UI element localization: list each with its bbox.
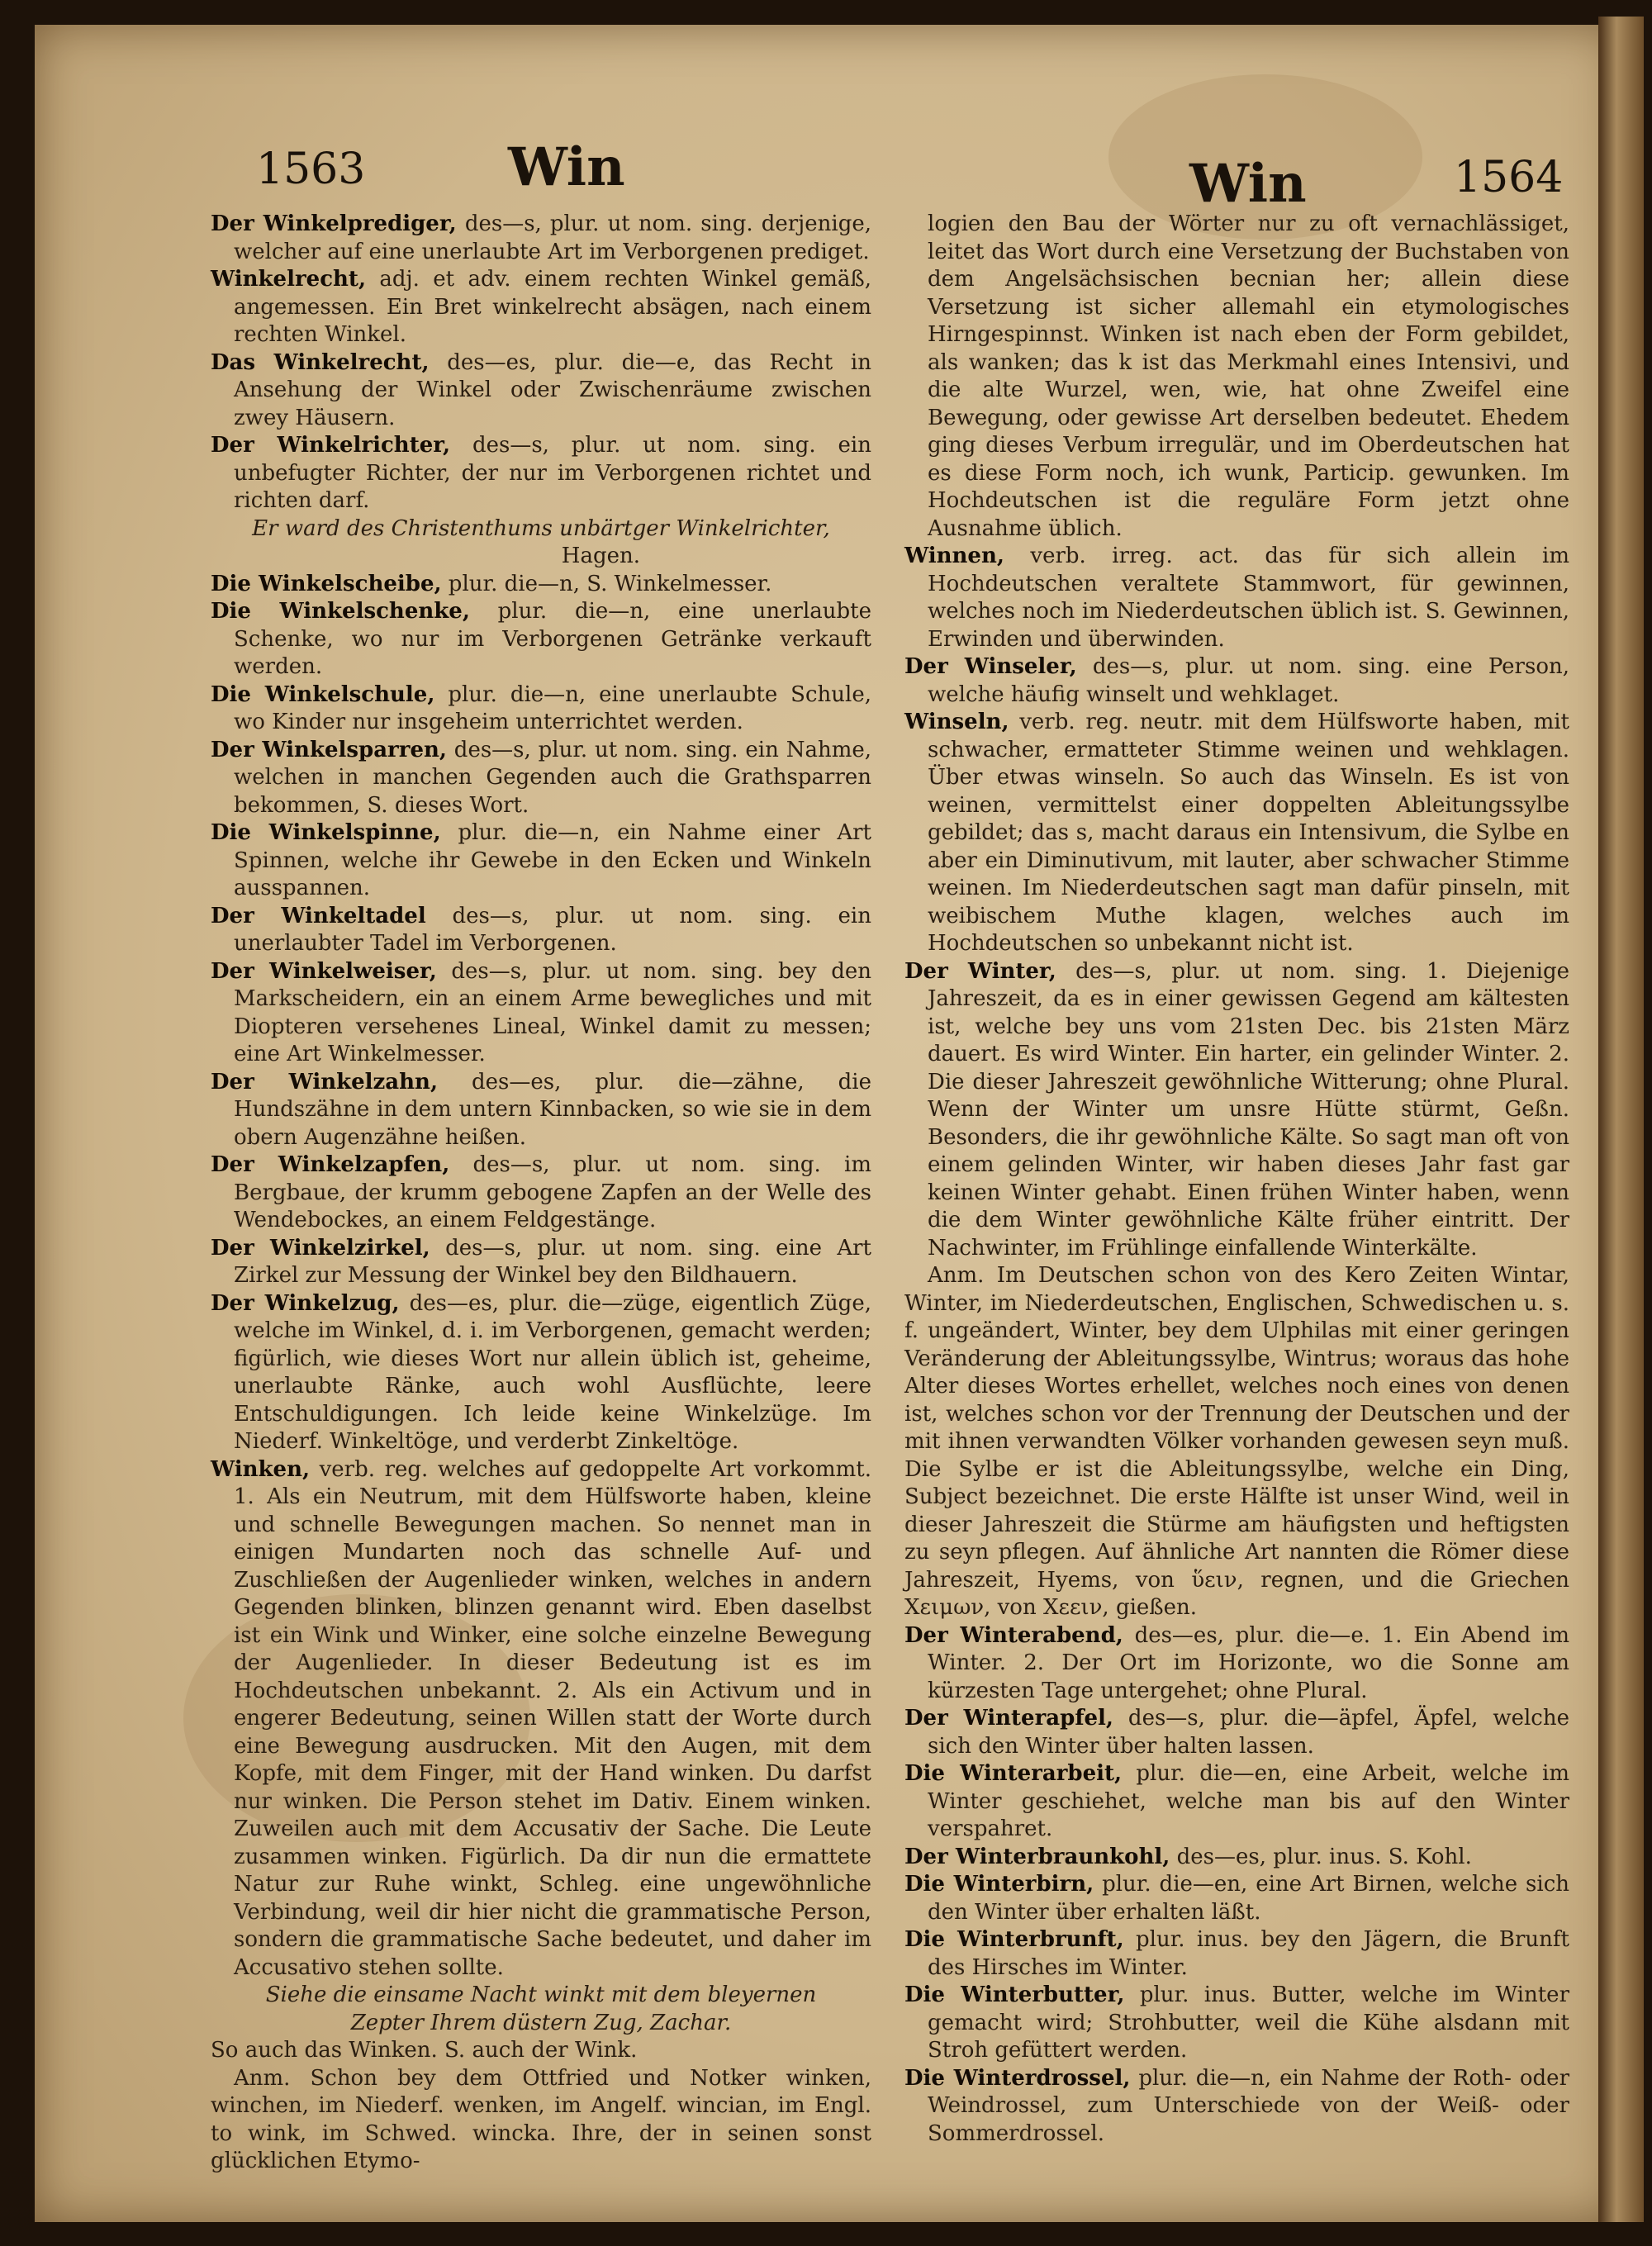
headword: Winkelrecht, bbox=[211, 267, 366, 292]
headword: Der Winkelzahn, bbox=[211, 1069, 439, 1095]
entry-definition: des—s, plur. ut nom. sing. 1. Diejenige Jahreszeit, da es in einer gewissen Gegend am kältesten ist, welche bey uns vom 21sten Dec. bis 21sten März dauert. Es wird Winter. Ein harter, ein gelinder Winter. 2. Die dieser Jahreszeit gewöhnliche Witterung; ohne Plural. Wenn der Winter um unsre Hütte stürmt, Geßn. Besonders, die ihr gewöhnliche Kälte. So sagt man oft von einem gelinden Winter, wir haben dieses Jahr fast gar keinen Winter gehabt. Einen frühen Winter haben, wenn die dem Winter gewöhnliche Kälte früher eintritt. Der Nachwinter, im Frühlinge einfallende Winterkälte. bbox=[928, 958, 1569, 1261]
headword: Die Winkelscheibe, bbox=[211, 571, 442, 596]
quotation: Er ward des Christenthums unbärtger Winkelrichter, bbox=[252, 515, 830, 541]
headword: Die Winkelschule, bbox=[211, 681, 435, 707]
entry-definition: plur. die—n, ein Nahme einer Art Spinnen, welche ihr Gewebe in den Ecken und Winkeln ausspannen. bbox=[234, 820, 871, 900]
dictionary-entry bbox=[211, 737, 871, 820]
page-number-left: 1563 bbox=[256, 145, 366, 194]
entry-definition: verb. reg. neutr. mit dem Hülfsworte haben, mit schwacher, ermatteter Stimme weinen und wehklagen. Über etwas winseln. So auch das Winseln. Es ist von weinen, vermittelst einer doppelten Ableitungssylbe gebildet; das s, macht daraus ein Intensivum, die Sylbe en aber ein Diminutivum, mit lauter, aber schwacher Stimme weinen. Im Niederdeutschen sagt man dafür pinseln, mit weibischem Muthe klagen, welches auch im Hochdeutschen so unbekannt nicht ist. bbox=[928, 710, 1569, 956]
right-column bbox=[904, 211, 1569, 2160]
dictionary-entry bbox=[904, 1982, 1569, 2065]
dictionary-entry bbox=[211, 1069, 871, 1152]
dictionary-entry bbox=[211, 211, 871, 266]
dictionary-entry bbox=[211, 349, 871, 433]
headword: Der Winkelzapfen, bbox=[211, 1152, 450, 1177]
entry-definition: des—es, plur. inus. S. Kohl. bbox=[1170, 1844, 1472, 1869]
headword: Winnen, bbox=[904, 544, 1004, 568]
headword: Die Winkelspinne, bbox=[211, 820, 441, 845]
dictionary-entry bbox=[211, 958, 871, 1069]
page-number-right: 1564 bbox=[1454, 153, 1564, 202]
dictionary-entry bbox=[904, 1871, 1569, 1926]
entry-definition: plur. die—en, eine Art Birnen, welche sich den Winter über erhalten läßt. bbox=[928, 1872, 1570, 1925]
continued-entry: logien den Bau der Wörter nur zu oft vernachlässiget, leitet das Wort durch eine Versetzung der Buchstaben von dem Angelsächsischen becnian her; allein diese Versetzung ist sicher allemahl ein etymologisches Hirngespinnst. Winken ist nach eben der Form gebildet, als wanken; das k ist das Merkmahl eines Intensivi, und die alte Wurzel, wen, wie, hat ohne Zweifel eine Bewegung, oder gewisse Art derselben bedeutet. Ehedem ging dieses Verbum irregulär, und im Oberdeutschen hat es diese Form noch, ich wunk, Particip. gewunken. Im Hochdeutschen ist die reguläre Form jetzt ohne Ausnahme üblich. bbox=[928, 211, 1569, 541]
entry-definition: So auch das Winken. S. auch der Wink. bbox=[211, 2038, 638, 2063]
entry-definition: des—es, plur. die—e. 1. Ein Abend im Winter. 2. Der Ort im Horizonte, wo die Sonne am kürzesten Tage untergehet; ohne Plural. bbox=[928, 1622, 1569, 1703]
entry-definition: des—s, plur. ut nom. sing. ein Nahme, welchen in manchen Gegenden auch die Grathsparren bekommen, S. dieses Wort. bbox=[234, 737, 871, 818]
dictionary-entry bbox=[904, 1760, 1569, 1844]
headword: Der Winkelweiser, bbox=[211, 958, 437, 984]
headword: Der Winterabend, bbox=[904, 1622, 1123, 1648]
headword: Die Winterdrossel, bbox=[904, 2065, 1131, 2091]
quotation: Siehe die einsame Nacht winkt mit dem bleyernen Zepter Ihrem düstern Zug, Zachar. bbox=[265, 1982, 817, 2035]
headword: Der Winkelzirkel, bbox=[211, 1235, 430, 1261]
entry-definition: des—s, plur. die—äpfel, Äpfel, welche sich den Winter über halten lassen. bbox=[928, 1706, 1569, 1759]
headword: Die Winterbirn, bbox=[904, 1872, 1094, 1897]
headword: Das Winkelrecht, bbox=[211, 349, 430, 375]
dictionary-entry bbox=[904, 2065, 1569, 2149]
entry-definition: plur. inus. Butter, welche im Winter gemacht wird; Strohbutter, weil die Kühe alsdann mit Stroh gefüttert werden. bbox=[928, 1982, 1569, 2063]
headword: Der Winterbraunkohl, bbox=[904, 1844, 1170, 1869]
dictionary-entry bbox=[211, 432, 871, 515]
entry-definition: des—s, plur. ut nom. sing. ein unerlaubter Tadel im Verborgenen. bbox=[234, 903, 871, 956]
dictionary-entry bbox=[211, 2037, 871, 2065]
headword: Der Winkelrichter, bbox=[211, 433, 451, 458]
dictionary-entry bbox=[211, 681, 871, 737]
facing-page-edge bbox=[1598, 17, 1644, 2222]
dictionary-entry bbox=[904, 653, 1569, 709]
dictionary-entry bbox=[904, 958, 1569, 1263]
dictionary-entry bbox=[904, 1622, 1569, 1706]
dictionary-entry bbox=[211, 571, 871, 599]
entry-definition: plur. inus. bey den Jägern, die Brunft des Hirsches im Winter. bbox=[928, 1927, 1569, 1980]
headword: Der Winkelzug, bbox=[211, 1290, 400, 1316]
headword: Die Winterbrunft, bbox=[904, 1927, 1124, 1952]
entry-definition: des—s, plur. ut nom. sing. derjenige, welcher auf eine unerlaubte Art im Verborgenen prediget. bbox=[234, 211, 871, 264]
dictionary-entry bbox=[211, 1151, 871, 1235]
running-head-left: Win bbox=[508, 136, 625, 198]
dictionary-entry bbox=[211, 1290, 871, 1456]
headword: Der Winter, bbox=[904, 958, 1056, 984]
dictionary-entry bbox=[211, 598, 871, 681]
headword: Winseln, bbox=[904, 710, 1009, 734]
running-head-right: Win bbox=[1189, 153, 1307, 215]
entry-definition: plur. die—n, ein Nahme der Roth- oder Weindrossel, zum Unterschiede von der Weiß- oder Sommerdrossel. bbox=[928, 2065, 1570, 2146]
dictionary-entry bbox=[904, 709, 1569, 958]
headword: Die Winterbutter, bbox=[904, 1982, 1125, 2007]
entry-definition: des—s, plur. ut nom. sing. eine Person, welche häufig winselt und wehklaget. bbox=[928, 654, 1569, 707]
headword: Der Winkeltadel bbox=[211, 903, 426, 928]
entry-definition: des—s, plur. ut nom. sing. eine Art Zirkel zur Messung der Winkel bey den Bildhauern. bbox=[234, 1235, 872, 1288]
entry-definition: des—s, plur. ut nom. sing. ein unbefugter Richter, der nur im Verborgenen richtet und richten darf. bbox=[234, 433, 871, 513]
entry-definition: des—s, plur. ut nom. sing. bey den Markscheidern, ein an einem Arme bewegliches und mit Diopteren versehenes Lineal, Winkel damit zu messen; eine Art Winkelmesser. bbox=[234, 958, 871, 1066]
entry-definition: des—es, plur. die—züge, eigentlich Züge, welche im Winkel, d. i. im Verborgenen, gemacht werden; figürlich, wie dieses Wort nur allein üblich ist, geheime, unerlaubte Ränke, auch wohl Ausflüchte, leere Entschuldigungen. Ich leide keine Winkelzüge. Im Niederf. Winkeltöge, und verderbt Zinkeltöge. bbox=[234, 1290, 871, 1454]
dictionary-entry bbox=[211, 819, 871, 903]
left-column bbox=[211, 211, 872, 2173]
dictionary-entry bbox=[211, 1456, 871, 1982]
entry-definition: plur. die—en, eine Arbeit, welche im Winter geschiehet, welche man bis auf den Winter verspahret. bbox=[928, 1761, 1569, 1841]
dictionary-entry bbox=[904, 543, 1569, 653]
headword: Winken, bbox=[211, 1456, 311, 1482]
entry-definition: plur. die—n, S. Winkelmesser. bbox=[441, 571, 772, 596]
annotation-paragraph: Anm. Schon bey dem Ottfried und Notker winken, winchen, im Niederf. wenken, im Angelf. wincian, im Engl. to wink, im Schwed. wincka. Ihre, der in seinen sonst glücklichen Etymo- bbox=[211, 2065, 871, 2173]
headword: Der Winkelsparren, bbox=[211, 737, 447, 762]
quotation-source: Hagen. bbox=[561, 544, 640, 568]
dictionary-entry bbox=[211, 1235, 871, 1290]
annotation-paragraph: Anm. Im Deutschen schon von des Kero Zeiten Wintar, Winter, im Niederdeutschen, Englischen, Schwedischen u. s. f. ungeändert, Winter, bey dem Ulphilas mit einer geringen Veränderung der Ableitungssylbe, Wintrus; woraus das hohe Alter dieses Wortes erhellet, welches noch eines von denen ist, welches schon vor der Trennung der Deutschen und der mit ihnen verwandten Völker vorhanden gewesen seyn muß. Die Sylbe er ist die Ableitungssylbe, welche ein Ding, Subject bezeichnet. Die erste Hälfte ist unser Wind, weil in dieser Jahreszeit die Stürme am häufigsten und heftigsten zu seyn pflegen. Auf ähnliche Art nannten die Römer diese Jahreszeit, Hyems, von ὕειν, regnen, und die Griechen Χειμων, von Χεειν, gießen. bbox=[904, 1263, 1569, 1620]
dictionary-entry bbox=[904, 1705, 1569, 1760]
headword: Der Winseler, bbox=[904, 654, 1077, 679]
entry-definition: des—s, plur. ut nom. sing. im Bergbaue, der krumm gebogene Zapfen an der Welle des Wendebockes, an einem Feldgestänge. bbox=[234, 1152, 871, 1232]
entry-definition: verb. reg. welches auf gedoppelte Art vorkommt. 1. Als ein Neutrum, mit dem Hülfsworte haben, kleine und schnelle Bewegungen machen. So nennet man in einigen Mundarten noch das schnelle Auf- und Zuschließen der Augenlieder winken, welches in andern Gegenden blinken, blinzen genannt wird. Eben daselbst ist ein Wink und Winker, eine solche einzelne Bewegung der Augenlieder. In dieser Bedeutung ist es im Hochdeutschen unbekannt. 2. Als ein Activum und in engerer Bedeutung, seinen Willen statt der Worte durch eine Bewegung ausdrucken. Mit den Augen, mit dem Kopfe, mit dem Finger, mit der Hand winken. Du darfst nur winken. Die Person stehet im Dativ. Einem winken. Zuweilen auch mit dem Accusativ der Sache. Die Leute zusammen winken. Figürlich. Da dir nun die ermattete Natur zur Ruhe winkt, Schleg. eine ungewöhnliche Verbindung, weil dir hier nicht die grammatische Person, sondern die grammatische Sache bedeutet, und daher im Accusativo stehen sollte. bbox=[234, 1456, 871, 1980]
headword: Der Winterapfel, bbox=[904, 1706, 1113, 1731]
headword: Der Winkelprediger, bbox=[211, 211, 457, 236]
entry-definition: plur. die—n, eine unerlaubte Schenke, wo nur im Verborgenen Getränke verkauft werden. bbox=[234, 599, 871, 679]
entry-definition: verb. irreg. act. das für sich allein im Hochdeutschen veraltete Stammwort, für gewinnen, welches noch im Niederdeutschen üblich ist. S. Gewinnen, Erwinden und überwinden. bbox=[928, 544, 1569, 652]
entry-definition: plur. die—n, eine unerlaubte Schule, wo Kinder nur insgeheim unterrichtet werden. bbox=[234, 681, 871, 734]
dictionary-entry bbox=[904, 1926, 1569, 1982]
entry-definition: des—es, plur. die—zähne, die Hundszähne in dem untern Kinnbacken, so wie sie in dem obern Augenzähne heißen. bbox=[234, 1069, 872, 1150]
headword: Die Winterarbeit, bbox=[904, 1761, 1123, 1786]
dictionary-entry bbox=[904, 1844, 1569, 1872]
dictionary-entry bbox=[211, 266, 871, 349]
dictionary-entry bbox=[211, 903, 871, 958]
entry-definition: des—es, plur. die—e, das Recht in Ansehung der Winkel oder Zwischenräume zwischen zwey Häusern. bbox=[234, 349, 871, 430]
headword: Die Winkelschenke, bbox=[211, 599, 470, 624]
entry-definition: adj. et adv. einem rechten Winkel gemäß, angemessen. Ein Bret winkelrecht absägen, nach einem rechten Winkel. bbox=[234, 267, 871, 347]
